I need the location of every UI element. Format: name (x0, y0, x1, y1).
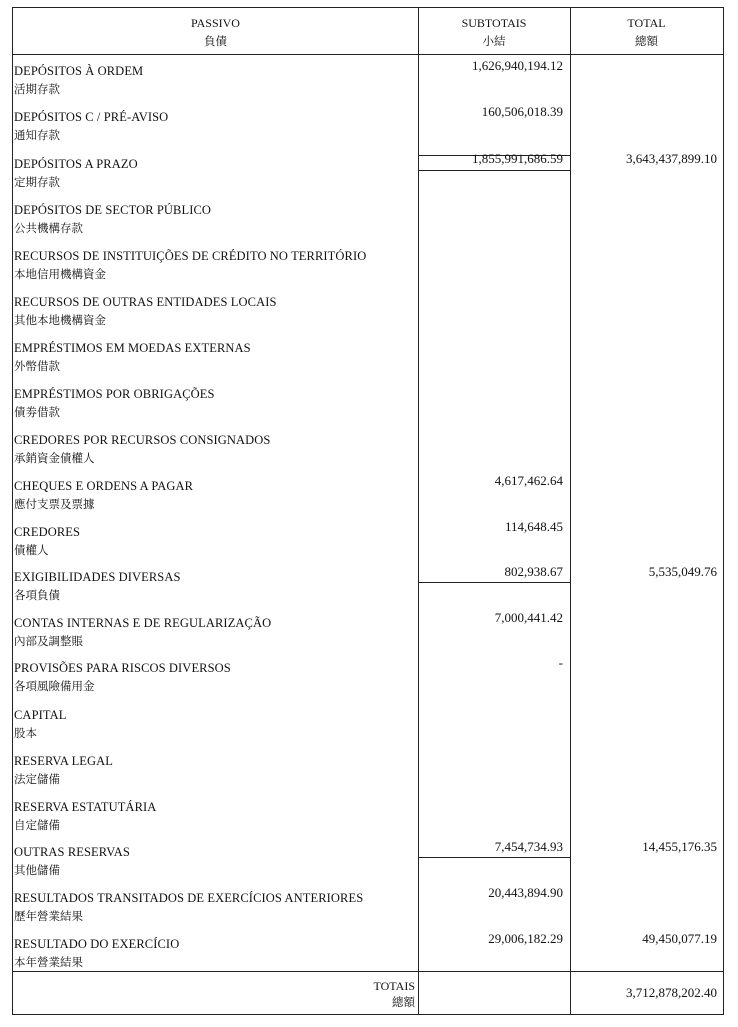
row-label-zh: 本地信用機構資金 (14, 267, 106, 281)
row-subtotal: - (558, 655, 563, 670)
row-label (14, 477, 193, 513)
row-total: 49,450,077.19 (642, 931, 717, 946)
row-label (14, 752, 113, 788)
header-subtotais-label-zh: 小結 (482, 34, 506, 48)
row-label (14, 889, 363, 925)
row-label-zh: 通知存款 (14, 128, 60, 142)
header-total (570, 14, 723, 50)
row-label-zh: 定期存款 (14, 175, 60, 189)
row-label-zh: 歷年營業結果 (14, 909, 83, 923)
header-passivo (13, 14, 418, 50)
row-label-zh: 活期存款 (14, 82, 60, 96)
row-label (14, 339, 251, 375)
subtotal-group-rule (418, 170, 570, 171)
row-label-pt: OUTRAS RESERVAS (14, 845, 130, 859)
row-label (14, 155, 138, 191)
row-label (14, 385, 215, 421)
row-subtotal: 7,454,734.93 (494, 839, 563, 854)
row-subtotal: 114,648.45 (504, 519, 563, 534)
subtotal-group-rule (418, 582, 570, 583)
row-label (14, 62, 143, 98)
row-label (14, 706, 66, 742)
row-label (14, 247, 366, 283)
row-label (14, 659, 231, 695)
row-label-zh: 內部及調整賬 (14, 634, 83, 648)
row-label-zh: 各項風險備用金 (14, 679, 95, 693)
row-subtotal: 4,617,462.64 (494, 473, 563, 488)
row-label (14, 201, 211, 237)
row-subtotal: 1,626,940,194.12 (472, 58, 563, 73)
row-label-zh: 承銷資金債權人 (14, 451, 95, 465)
row-label-pt: DEPÓSITOS C / PRÉ-AVISO (14, 110, 169, 124)
row-label-pt: CONTAS INTERNAS E DE REGULARIZAÇÃO (14, 616, 272, 630)
row-total: 3,643,437,899.10 (626, 151, 717, 166)
header-passivo-label: PASSIVO (191, 16, 240, 30)
subtotal-group-rule (418, 857, 570, 858)
row-label-pt: DEPÓSITOS À ORDEM (14, 64, 144, 78)
row-label-pt: EMPRÉSTIMOS POR OBRIGAÇÕES (14, 387, 215, 401)
row-subtotal: 1,855,991,686.59 (472, 151, 563, 166)
header-divider (13, 54, 723, 55)
row-subtotal: 802,938.67 (504, 564, 563, 579)
row-subtotal: 7,000,441.42 (494, 610, 563, 625)
row-label (14, 108, 168, 144)
row-label (14, 293, 277, 329)
row-label-pt: DEPÓSITOS A PRAZO (14, 157, 138, 171)
totals-rule (13, 971, 723, 972)
row-label-pt: EMPRÉSTIMOS EM MOEDAS EXTERNAS (14, 341, 251, 355)
row-subtotal: 20,443,894.90 (488, 885, 563, 900)
header-subtotais-label: SUBTOTAIS (461, 16, 527, 30)
header-subtotais (418, 14, 570, 50)
row-label-pt: RECURSOS DE INSTITUIÇÕES DE CRÉDITO NO TERRITÓRIO (14, 249, 367, 263)
row-label-pt: CREDORES (14, 525, 81, 539)
row-label-pt: RESULTADOS TRANSITADOS DE EXERCÍCIOS ANTERIORES (14, 891, 364, 905)
row-label-zh: 應付支票及票據 (14, 497, 95, 511)
row-label (14, 614, 271, 650)
header-passivo-label-zh: 負債 (204, 34, 227, 48)
row-subtotal: 160,506,018.39 (481, 104, 563, 119)
header-total-label-zh: 總額 (635, 34, 658, 48)
row-label-pt: CREDORES POR RECURSOS CONSIGNADOS (14, 433, 271, 447)
totals-label (374, 978, 415, 1010)
row-label-zh: 其他儲備 (14, 863, 60, 877)
totals-label-zh: 總額 (392, 995, 415, 1009)
row-label-zh: 股本 (14, 726, 37, 740)
row-label-zh: 其他本地機構資金 (14, 313, 106, 327)
row-label (14, 568, 181, 604)
row-label-zh: 債權人 (14, 543, 49, 557)
row-label-pt: DEPÓSITOS DE SECTOR PÚBLICO (14, 203, 212, 217)
row-total: 14,455,176.35 (642, 839, 717, 854)
row-total: 5,535,049.76 (648, 564, 717, 579)
row-label-pt: RESERVA LEGAL (14, 754, 114, 768)
row-label-pt: PROVISÕES PARA RISCOS DIVERSOS (14, 661, 231, 675)
row-label (14, 843, 130, 879)
totals-label-pt: TOTAIS (373, 979, 415, 993)
row-label-zh: 自定儲備 (14, 818, 60, 832)
row-label (14, 935, 179, 971)
row-label-pt: CAPITAL (14, 708, 67, 722)
row-label (14, 431, 270, 467)
row-label-zh: 本年營業結果 (14, 955, 83, 969)
passivo-table (12, 7, 724, 1015)
row-label-pt: EXIGIBILIDADES DIVERSAS (14, 570, 181, 584)
row-label-pt: RECURSOS DE OUTRAS ENTIDADES LOCAIS (14, 295, 277, 309)
row-label (14, 798, 156, 834)
row-label (14, 523, 80, 559)
row-label-zh: 各項負債 (14, 588, 60, 602)
row-label-pt: RESERVA ESTATUTÁRIA (14, 800, 157, 814)
header-total-label: TOTAL (627, 16, 666, 30)
row-label-zh: 債劵借款 (14, 405, 60, 419)
row-subtotal: 29,006,182.29 (488, 931, 563, 946)
row-label-zh: 法定儲備 (14, 772, 60, 786)
row-label-pt: RESULTADO DO EXERCÍCIO (14, 937, 180, 951)
row-label-zh: 外幣借款 (14, 359, 60, 373)
totals-value: 3,712,878,202.40 (626, 985, 717, 1000)
row-label-pt: CHEQUES E ORDENS A PAGAR (14, 479, 194, 493)
row-label-zh: 公共機構存款 (14, 221, 83, 235)
